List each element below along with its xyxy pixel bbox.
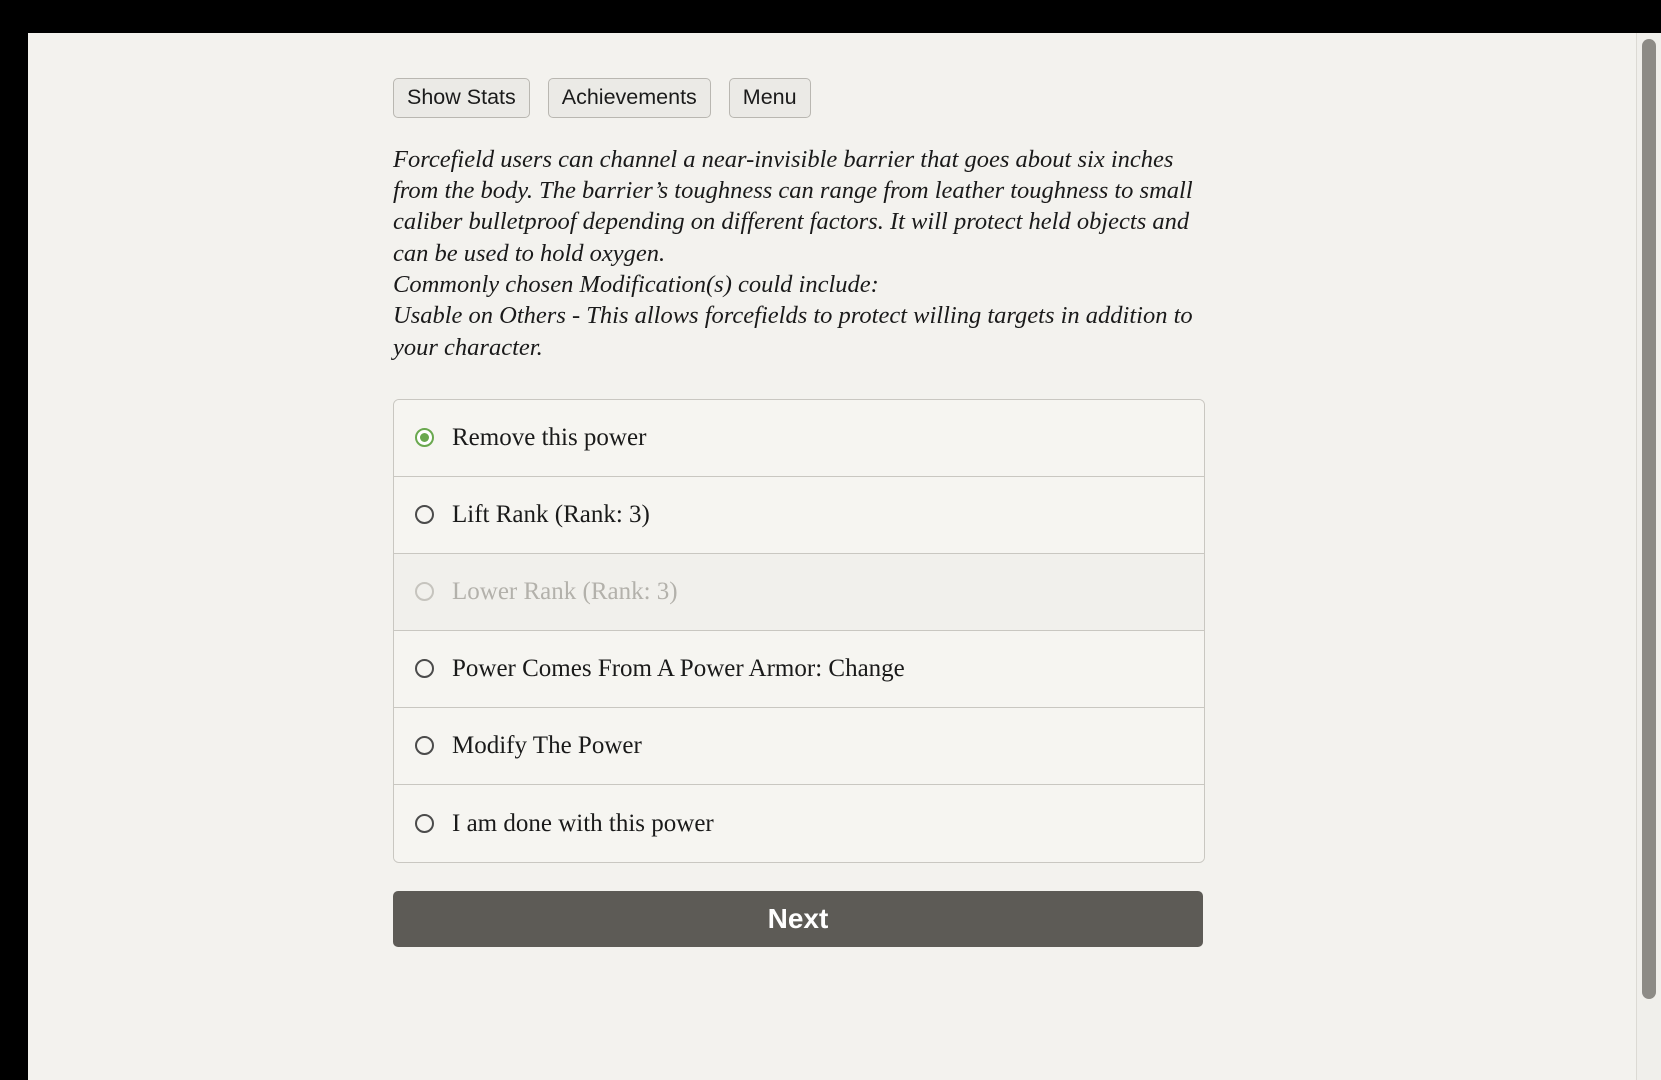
choice-modify-the-power[interactable] [394,708,1204,785]
show-stats-button[interactable]: Show Stats [393,78,530,118]
choice-power-comes-from-a-power-armor-change[interactable] [394,631,1204,708]
choice-label: Remove this power [452,424,647,452]
content-column [393,78,1253,947]
choice-lift-rank[interactable] [394,477,1204,554]
menu-button[interactable]: Menu [729,78,811,118]
game-page [28,33,1637,1080]
scrollbar-thumb[interactable] [1642,39,1656,999]
choice-label: I am done with this power [452,809,714,837]
choice-label: Lower Rank (Rank: 3) [452,578,678,606]
toolbar [393,78,1253,118]
story-text [393,144,1211,363]
choice-lower-rank [394,554,1204,631]
radio-icon[interactable] [415,814,434,833]
choice-label: Lift Rank (Rank: 3) [452,501,650,529]
story-paragraph-2: Commonly chosen Modification(s) could include: [393,270,879,298]
choice-list [393,399,1205,863]
next-button[interactable]: Next [393,891,1203,947]
browser-top-bar [0,0,1661,33]
story-paragraph-1: Forcefield users can channel a near-invisible barrier that goes about six inches from the body. The barrier’s toughness can range from leather toughness to small caliber bulletproof depending on different factors. It will protect held objects and can be used to hold oxygen. [393,145,1193,267]
choice-remove-this-power[interactable] [394,400,1204,477]
story-paragraph-3: Usable on Others - This allows forcefields to protect willing targets in addition to your character. [393,302,1193,361]
achievements-button[interactable]: Achievements [548,78,711,118]
radio-icon[interactable] [415,736,434,755]
radio-icon[interactable] [415,428,434,447]
page-scrollbar[interactable] [1636,33,1661,1080]
choice-i-am-done-with-this-power[interactable] [394,785,1204,862]
radio-icon[interactable] [415,505,434,524]
choice-label: Power Comes From A Power Armor: Change [452,655,905,683]
radio-icon[interactable] [415,659,434,678]
choice-label: Modify The Power [452,732,642,760]
radio-icon [415,582,434,601]
